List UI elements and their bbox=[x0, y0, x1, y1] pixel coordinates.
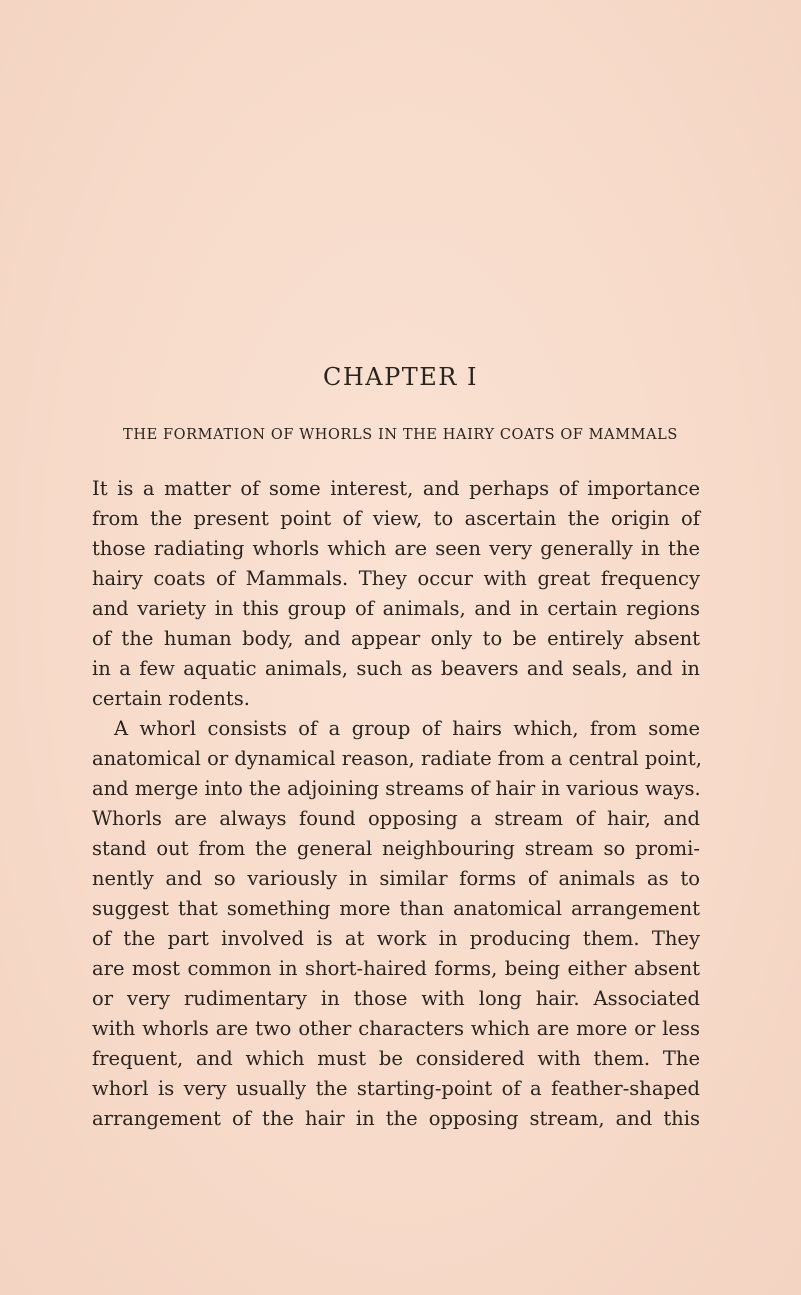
text-line: frequent, and which must be considered with them. The bbox=[92, 1047, 700, 1070]
text-line: from the present point of view, to ascertain the origin of bbox=[92, 507, 700, 530]
text-line: Whorls are always found opposing a stream of hair, and bbox=[92, 807, 700, 830]
text-line: of the human body, and appear only to be entirely absent bbox=[92, 627, 700, 650]
chapter-title: CHAPTER I bbox=[323, 363, 478, 391]
text-line: arrangement of the hair in the opposing stream, and this bbox=[92, 1107, 700, 1130]
text-line: certain rodents. bbox=[92, 687, 250, 710]
text-line: or very rudimentary in those with long hair. Associated bbox=[92, 987, 700, 1010]
text-line: and merge into the adjoining streams of hair in various ways. bbox=[92, 777, 701, 800]
text-line: of the part involved is at work in producing them. They bbox=[92, 927, 700, 950]
text-line: stand out from the general neighbouring stream so promi- bbox=[92, 837, 700, 860]
text-line: It is a matter of some interest, and perhaps of importance bbox=[92, 477, 700, 500]
text-line: hairy coats of Mammals. They occur with great frequency bbox=[92, 567, 700, 590]
text-line: A whorl consists of a group of hairs which, from some bbox=[114, 717, 700, 740]
body-text bbox=[92, 474, 700, 1134]
text-line: whorl is very usually the starting-point of a feather-shaped bbox=[92, 1077, 700, 1100]
text-line: suggest that something more than anatomical arrangement bbox=[92, 897, 700, 920]
text-line: nently and so variously in similar forms of animals as to bbox=[92, 867, 700, 890]
text-line: those radiating whorls which are seen very generally in the bbox=[92, 537, 700, 560]
text-line: are most common in short-haired forms, being either absent bbox=[92, 957, 700, 980]
text-line: with whorls are two other characters which are more or less bbox=[92, 1017, 700, 1040]
chapter-subtitle: THE FORMATION OF WHORLS IN THE HAIRY COATS OF MAMMALS bbox=[123, 427, 678, 443]
text-line: anatomical or dynamical reason, radiate from a central point, bbox=[92, 747, 702, 770]
text-line: in a few aquatic animals, such as beavers and seals, and in bbox=[92, 657, 700, 680]
text-line: and variety in this group of animals, and in certain regions bbox=[92, 597, 700, 620]
